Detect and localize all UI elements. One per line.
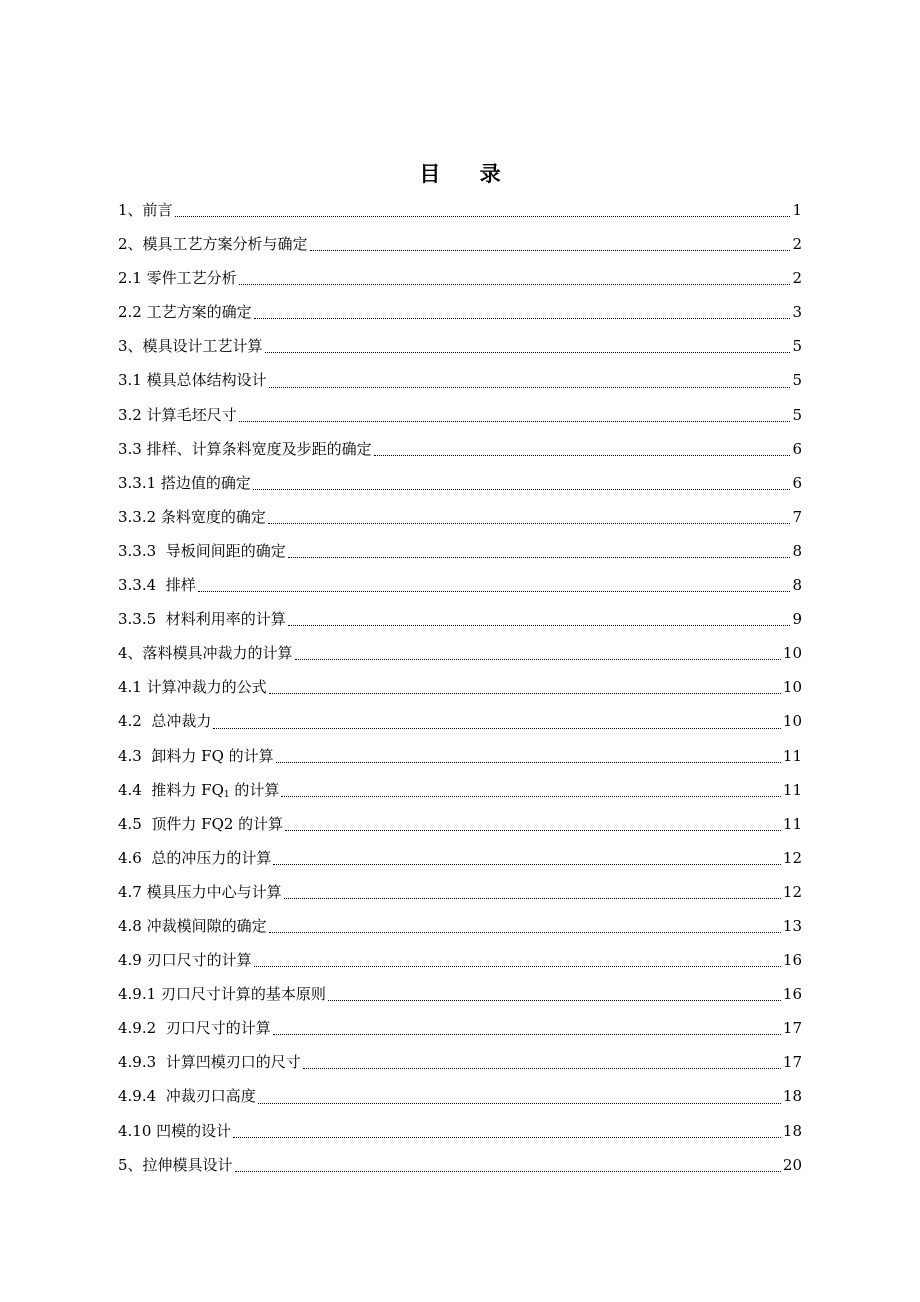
toc-entry-label: 2.2 工艺方案的确定 — [118, 303, 252, 322]
toc-entry-label: 3.1 模具总体结构设计 — [118, 371, 267, 390]
dot-leader — [213, 727, 781, 729]
dot-leader — [254, 317, 791, 319]
dot-leader — [175, 215, 791, 217]
toc-entry[interactable] — [118, 295, 802, 329]
toc-entry-page: 10 — [782, 644, 802, 663]
dot-leader — [265, 351, 791, 353]
dot-leader — [235, 1170, 781, 1172]
toc-entry-page: 10 — [782, 712, 802, 731]
toc-entry-page: 8 — [792, 541, 802, 560]
toc-entry-page: 9 — [792, 610, 802, 629]
dot-leader — [269, 692, 781, 694]
toc-entry-label: 4.8 冲裁模间隙的确定 — [118, 916, 267, 935]
toc-entry[interactable] — [118, 807, 802, 841]
toc-entry[interactable] — [118, 466, 802, 500]
dot-leader — [198, 590, 791, 592]
toc-entry[interactable] — [118, 909, 802, 943]
dot-leader — [288, 556, 791, 558]
dot-leader — [303, 1067, 781, 1069]
toc-entry-page: 12 — [782, 848, 802, 867]
dot-leader — [310, 249, 791, 251]
toc-entry[interactable] — [118, 739, 802, 773]
toc-entry[interactable] — [118, 193, 802, 227]
toc-entry-label: 3.3.1 搭边值的确定 — [118, 473, 251, 492]
toc-entry-label: 5、拉伸模具设计 — [118, 1155, 233, 1174]
toc-entry-page: 10 — [782, 678, 802, 697]
toc-entry-label: 2、模具工艺方案分析与确定 — [118, 235, 308, 254]
toc-entry[interactable] — [118, 943, 802, 977]
toc-entry-page: 16 — [782, 951, 802, 970]
toc-entry[interactable] — [118, 841, 802, 875]
toc-entry-label: 4.1 计算冲裁力的公式 — [118, 678, 267, 697]
toc-entry[interactable] — [118, 704, 802, 738]
toc-entry[interactable] — [118, 227, 802, 261]
dot-leader — [273, 1033, 781, 1035]
toc-entry-page: 17 — [782, 1019, 802, 1038]
toc-entry-page: 13 — [782, 916, 802, 935]
toc-entry-page: 16 — [782, 985, 802, 1004]
dot-leader — [269, 386, 791, 388]
dot-leader — [239, 420, 791, 422]
toc-entry-label: 4.9 刃口尺寸的计算 — [118, 951, 252, 970]
dot-leader — [269, 931, 781, 933]
toc-entry-page: 18 — [782, 1121, 802, 1140]
dot-leader — [268, 522, 791, 524]
toc-entry[interactable] — [118, 670, 802, 704]
toc-entry-page: 5 — [792, 371, 802, 390]
dot-leader — [273, 863, 781, 865]
toc-entry-label: 3.3.5 材料利用率的计算 — [118, 610, 286, 629]
toc-entry-page: 2 — [792, 269, 802, 288]
dot-leader — [254, 965, 781, 967]
toc-entry[interactable] — [118, 500, 802, 534]
toc-entry[interactable] — [118, 1114, 802, 1148]
toc-entry-label: 3.3.4 排样 — [118, 576, 196, 595]
toc-title: 目 录 — [419, 162, 517, 186]
toc-entry-page: 11 — [782, 746, 802, 765]
toc-entry-page: 7 — [792, 507, 802, 526]
toc-entry-label — [118, 773, 279, 807]
toc-entry[interactable] — [118, 875, 802, 909]
dot-leader — [288, 624, 791, 626]
toc-entry-label: 3、模具设计工艺计算 — [118, 337, 263, 356]
toc-entry-label: 3.3.3 导板间间距的确定 — [118, 541, 286, 560]
toc-entry-page: 1 — [792, 201, 802, 219]
toc-entry-label: 3.3 排样、计算条料宽度及步距的确定 — [118, 439, 372, 458]
toc-entry-label: 4.9.1 刃口尺寸计算的基本原则 — [118, 985, 326, 1004]
toc-entry-label: 4、落料模具冲裁力的计算 — [118, 644, 293, 663]
toc-entry-label: 3.2 计算毛坯尺寸 — [118, 405, 237, 424]
dot-leader — [276, 761, 781, 763]
toc-entry[interactable] — [118, 534, 802, 568]
dot-leader — [284, 897, 781, 899]
toc-entry[interactable] — [118, 773, 802, 807]
toc-entry-label: 4.2 总冲裁力 — [118, 712, 212, 731]
toc-entry-page: 3 — [792, 303, 802, 322]
toc-entry-page: 12 — [782, 882, 802, 901]
toc-entry-label: 4.6 总的冲压力的计算 — [118, 848, 272, 867]
toc-entry[interactable] — [118, 977, 802, 1011]
subscript: 1 — [223, 789, 230, 800]
toc-entry[interactable] — [118, 636, 802, 670]
toc-entry-page: 17 — [782, 1053, 802, 1072]
toc-entry-label: 1、前言 — [118, 201, 173, 219]
toc-entry[interactable] — [118, 398, 802, 432]
toc-entry-page: 18 — [782, 1087, 802, 1106]
dot-leader — [258, 1102, 781, 1104]
toc-entry-page: 11 — [782, 814, 802, 833]
toc-entry-page: 5 — [792, 405, 802, 424]
toc-entry[interactable] — [118, 329, 802, 363]
toc-entry[interactable] — [118, 363, 802, 397]
toc-entry-page: 20 — [782, 1155, 802, 1174]
dot-leader — [281, 795, 781, 797]
toc-entry[interactable] — [118, 432, 802, 466]
toc-entry[interactable] — [118, 1045, 802, 1079]
toc-entry-label: 4.10 凹模的设计 — [118, 1121, 232, 1140]
dot-leader — [295, 658, 781, 660]
toc-entry-page: 6 — [792, 473, 802, 492]
toc-entry[interactable] — [118, 1011, 802, 1045]
toc-entry-label: 4.9.4 冲裁刃口高度 — [118, 1087, 256, 1106]
toc-entry-label-tail: 的计算 — [229, 780, 280, 799]
dot-leader — [239, 283, 791, 285]
toc-entry-page: 11 — [782, 780, 802, 799]
toc-entry-page: 8 — [792, 576, 802, 595]
table-of-contents — [118, 193, 802, 1182]
toc-entry-label-main: 4.4 推料力 FQ — [118, 780, 224, 799]
dot-leader — [233, 1136, 781, 1138]
toc-entry[interactable] — [118, 261, 802, 295]
toc-entry-page: 5 — [792, 337, 802, 356]
toc-entry[interactable] — [118, 568, 802, 602]
dot-leader — [374, 454, 791, 456]
dot-leader — [285, 829, 781, 831]
toc-entry-label: 4.7 模具压力中心与计算 — [118, 882, 282, 901]
toc-entry-label: 4.5 顶件力 FQ2 的计算 — [118, 814, 284, 833]
toc-entry-label: 2.1 零件工艺分析 — [118, 269, 237, 288]
toc-entry-label: 4.9.2 刃口尺寸的计算 — [118, 1019, 271, 1038]
toc-entry-page: 2 — [792, 235, 802, 254]
toc-entry-label: 4.3 卸料力 FQ 的计算 — [118, 746, 274, 765]
toc-entry[interactable] — [118, 1148, 802, 1182]
dot-leader — [253, 488, 791, 490]
dot-leader — [328, 999, 781, 1001]
toc-entry[interactable] — [118, 602, 802, 636]
toc-entry-label: 4.9.3 计算凹模刃口的尺寸 — [118, 1053, 301, 1072]
toc-entry[interactable] — [118, 1079, 802, 1113]
toc-entry-label: 3.3.2 条料宽度的确定 — [118, 507, 266, 526]
toc-entry-page: 6 — [792, 439, 802, 458]
